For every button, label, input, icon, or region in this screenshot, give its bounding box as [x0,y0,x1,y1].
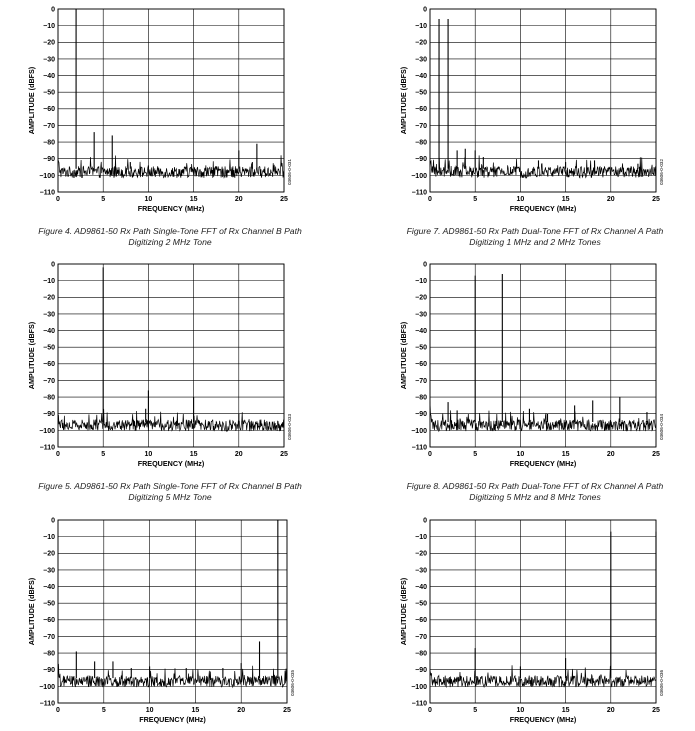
y-tick-label: −40 [415,327,427,335]
y-tick-label: −60 [43,106,55,114]
x-tick-label: 25 [280,196,288,203]
plot-frame [430,520,656,703]
noise-trace [58,409,284,431]
y-tick-label: −40 [43,327,55,335]
y-axis-title: AMPLITUDE (dBFS) [27,66,36,135]
figure-code: 03606-0-033 [287,413,292,441]
y-tick-label: −110 [39,189,55,197]
y-tick-label: 0 [51,517,55,525]
y-tick-label: −100 [411,683,427,691]
x-tick-label: 20 [234,196,243,203]
x-tick-label: 15 [561,707,570,714]
x-tick-label: 5 [101,707,106,714]
x-tick-label: 5 [101,451,106,458]
y-tick-label: −60 [415,617,427,625]
x-axis-title: FREQUENCY (MHz) [137,204,205,213]
y-tick-label: −110 [411,700,427,708]
y-axis-title: AMPLITUDE (dBFS) [399,321,408,390]
x-axis-title: FREQUENCY (MHz) [137,459,205,468]
y-tick-label: −60 [415,106,427,114]
y-tick-label: −100 [39,427,55,435]
x-tick-label: 10 [516,451,525,458]
chart-fig6 [27,517,295,724]
x-tick-label: 0 [428,196,432,203]
y-axis-title: AMPLITUDE (dBFS) [27,321,36,390]
y-axis-title: AMPLITUDE (dBFS) [399,577,408,646]
caption-fig7-line1: Figure 7. AD9861-50 Rx Path Dual-Tone FFT of Rx Channel A Path [406,226,664,236]
y-tick-label: −110 [39,444,55,452]
y-axis-title: AMPLITUDE (dBFS) [399,66,408,135]
y-tick-label: −50 [415,344,427,352]
y-axis-title: AMPLITUDE (dBFS) [27,577,36,646]
y-tick-label: −70 [43,377,55,385]
caption-fig4-line2: Digitizing 2 MHz Tone [128,236,212,247]
x-tick-label: 0 [56,451,60,458]
x-tick-label: 0 [56,707,60,714]
y-tick-label: −60 [415,361,427,369]
x-tick-label: 25 [283,707,291,714]
y-tick-label: −40 [415,72,427,80]
y-tick-label: −70 [415,122,427,130]
y-tick-label: −40 [43,583,55,591]
y-tick-label: −110 [411,444,427,452]
y-tick-label: −110 [411,189,427,197]
caption-fig5-line2: Digitizing 5 MHz Tone [128,491,212,502]
noise-trace [58,664,287,687]
x-tick-label: 25 [652,707,660,714]
chart-fig8 [399,261,664,468]
y-tick-label: −20 [415,294,427,302]
caption-fig5 [20,481,320,502]
y-tick-label: −50 [43,89,55,97]
x-tick-label: 20 [237,707,246,714]
x-tick-label: 15 [189,196,198,203]
x-tick-label: 10 [145,707,154,714]
x-axis-title: FREQUENCY (MHz) [509,459,577,468]
y-tick-label: −30 [43,56,55,64]
x-tick-label: 10 [516,707,525,714]
chart-fig5 [27,261,292,468]
y-tick-label: −80 [415,650,427,658]
y-tick-label: −90 [415,411,427,419]
x-tick-label: 20 [606,196,615,203]
caption-fig7 [385,226,685,247]
figure-code: 03606-0-034 [659,413,664,441]
y-tick-label: −100 [39,172,55,180]
y-tick-label: −100 [411,172,427,180]
y-tick-label: 0 [423,517,427,525]
y-tick-label: −70 [43,122,55,130]
x-tick-label: 15 [561,451,570,458]
caption-fig8 [385,481,685,502]
y-tick-label: −110 [39,700,55,708]
y-tick-label: −70 [415,377,427,385]
y-tick-label: 0 [423,6,427,14]
y-tick-label: −30 [415,567,427,575]
y-tick-label: −50 [415,600,427,608]
y-tick-label: −60 [43,617,55,625]
y-tick-label: 0 [51,6,55,14]
y-tick-label: −100 [411,427,427,435]
caption-fig7-line2: Digitizing 1 MHz and 2 MHz Tones [469,236,601,247]
chart-fig9 [399,517,664,724]
y-tick-label: −40 [415,583,427,591]
plot-frame [430,264,656,447]
x-axis-title: FREQUENCY (MHz) [509,715,577,724]
y-tick-label: −20 [415,39,427,47]
y-tick-label: −80 [43,139,55,147]
figure-code: 03606-0-031 [287,158,292,186]
x-tick-label: 15 [191,707,200,714]
x-tick-label: 25 [652,451,660,458]
y-tick-label: −90 [43,156,55,164]
y-tick-label: −30 [415,56,427,64]
x-tick-label: 20 [234,451,243,458]
y-tick-label: −20 [43,294,55,302]
y-tick-label: −10 [415,278,427,286]
x-tick-label: 15 [189,451,198,458]
y-tick-label: −80 [43,394,55,402]
y-tick-label: 0 [51,261,55,269]
y-tick-label: −90 [43,411,55,419]
plot-frame [58,264,284,447]
y-tick-label: −50 [43,600,55,608]
x-tick-label: 5 [101,196,106,203]
noise-trace [430,665,656,687]
x-tick-label: 10 [516,196,525,203]
y-tick-label: −10 [43,23,55,31]
y-tick-label: −50 [415,89,427,97]
caption-fig8-line1: Figure 8. AD9861-50 Rx Path Dual-Tone FFT of Rx Channel A Path [406,481,664,491]
y-tick-label: −30 [43,311,55,319]
y-tick-label: −20 [43,550,55,558]
x-tick-label: 0 [56,196,60,203]
figure-code: 03606-0-036 [659,669,664,697]
caption-fig4 [20,226,320,247]
y-tick-label: −80 [415,139,427,147]
x-tick-label: 0 [428,451,432,458]
y-tick-label: −100 [39,683,55,691]
x-tick-label: 5 [473,196,478,203]
figure-code: 03606-0-035 [290,669,295,697]
noise-trace [430,402,656,432]
x-axis-title: FREQUENCY (MHz) [139,715,206,724]
caption-fig8-line2: Digitizing 5 MHz and 8 MHz Tones [469,491,601,502]
y-tick-label: −70 [415,633,427,641]
x-tick-label: 20 [606,451,615,458]
y-tick-label: −80 [415,394,427,402]
y-tick-label: −10 [43,278,55,286]
caption-fig5-line1: Figure 5. AD9861-50 Rx Path Single-Tone FFT of Rx Channel B Path [38,481,302,491]
x-tick-label: 20 [606,707,615,714]
plot-frame [58,9,284,192]
x-tick-label: 5 [473,707,478,714]
x-tick-label: 0 [428,707,432,714]
plot-frame [430,9,656,192]
x-tick-label: 10 [144,196,153,203]
y-tick-label: −60 [43,361,55,369]
y-tick-label: −90 [415,156,427,164]
y-tick-label: −90 [43,667,55,675]
y-tick-label: −90 [415,667,427,675]
figure-code: 03606-0-032 [659,158,664,186]
caption-fig4-line1: Figure 4. AD9861-50 Rx Path Single-Tone FFT of Rx Channel B Path [38,226,302,236]
x-tick-label: 5 [473,451,478,458]
x-tick-label: 10 [144,451,153,458]
x-tick-label: 25 [652,196,660,203]
x-tick-label: 15 [561,196,570,203]
y-tick-label: −80 [43,650,55,658]
y-tick-label: −30 [43,567,55,575]
y-tick-label: −10 [43,534,55,542]
y-tick-label: −20 [43,39,55,47]
x-axis-title: FREQUENCY (MHz) [509,204,577,213]
y-tick-label: −40 [43,72,55,80]
y-tick-label: −10 [415,534,427,542]
y-tick-label: −50 [43,344,55,352]
y-tick-label: −70 [43,633,55,641]
y-tick-label: 0 [423,261,427,269]
y-tick-label: −20 [415,550,427,558]
y-tick-label: −10 [415,23,427,31]
x-tick-label: 25 [280,451,288,458]
chart-fig7 [399,6,664,213]
chart-fig4 [27,6,292,213]
y-tick-label: −30 [415,311,427,319]
